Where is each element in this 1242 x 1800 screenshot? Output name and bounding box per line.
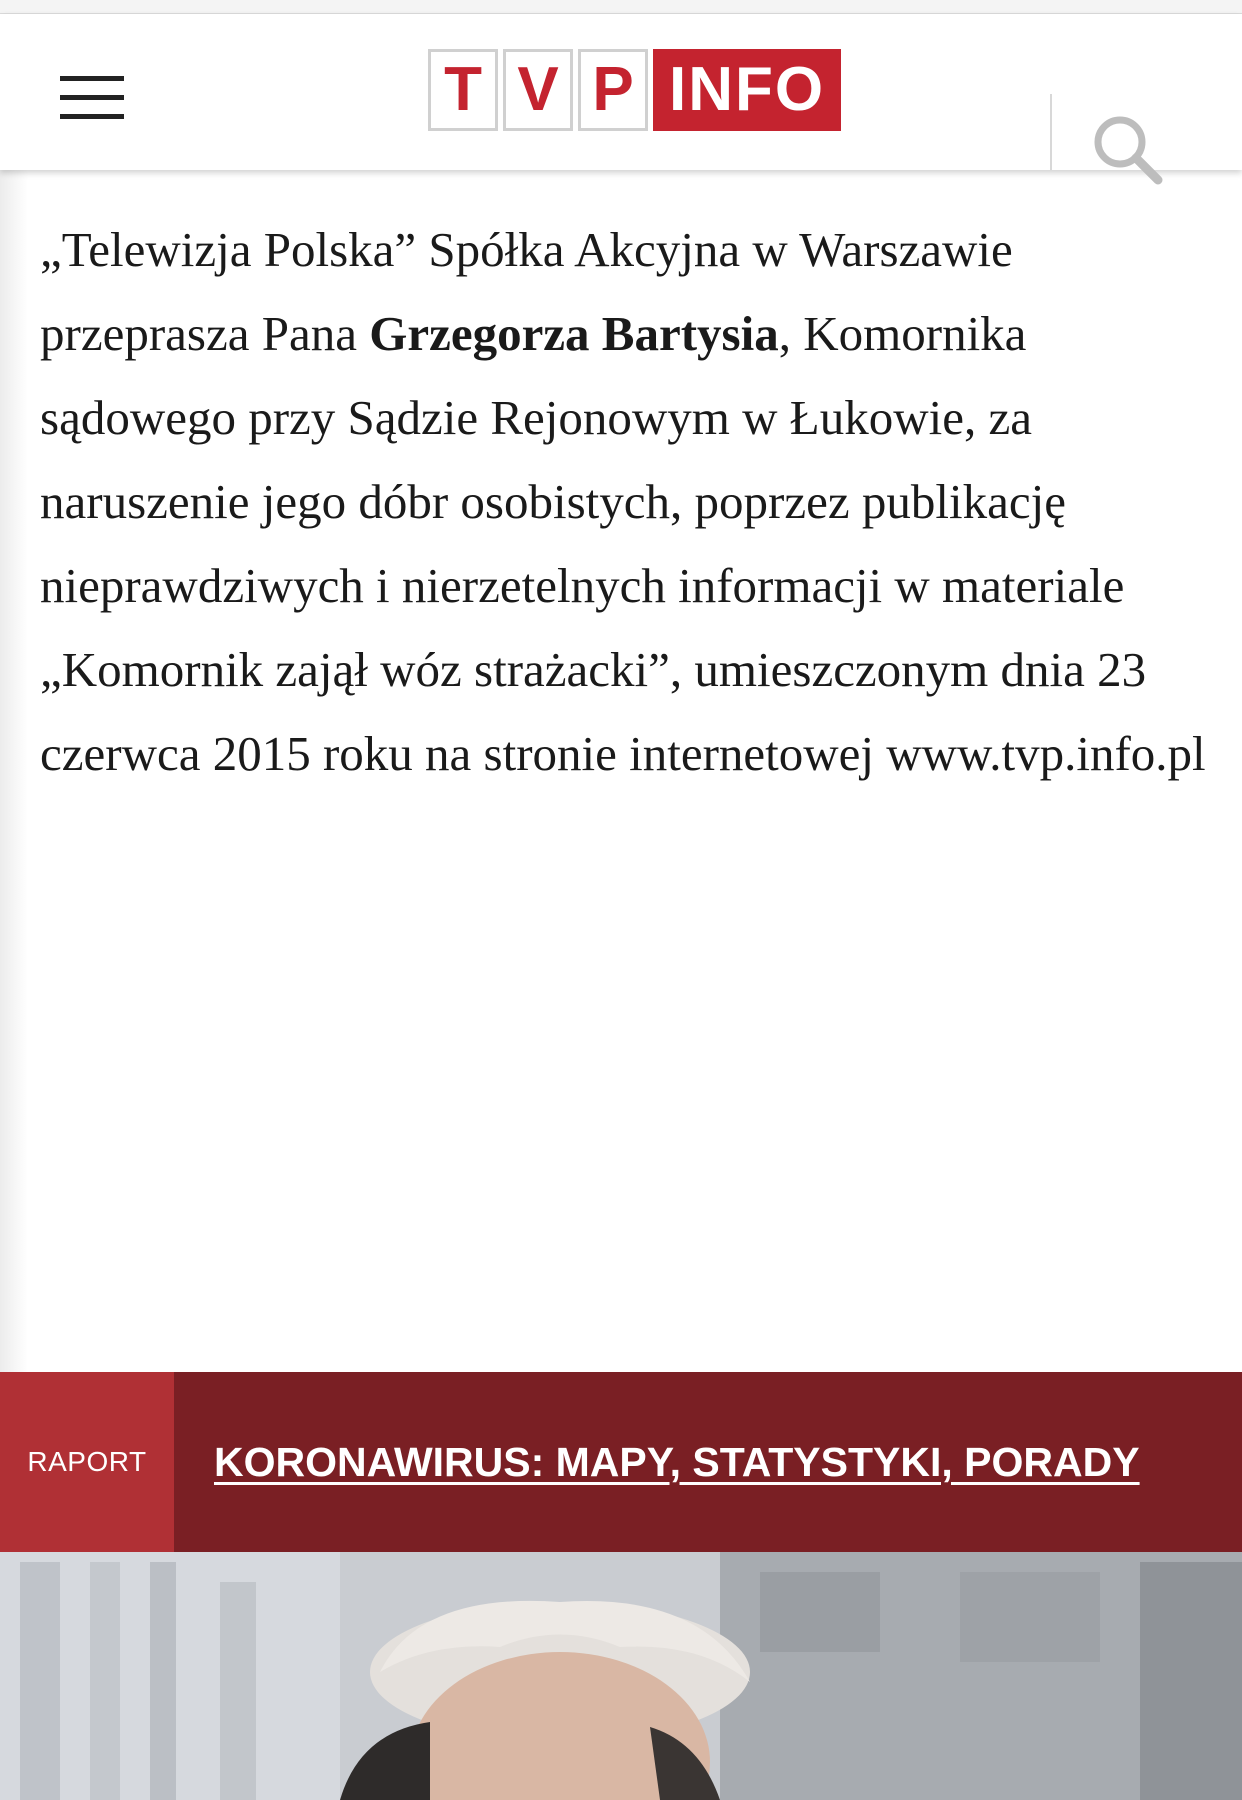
photo-illustration	[0, 1552, 1242, 1800]
statement-text-part1: „Telewizja Polska” Spółka Akcyjna w Warszawie przeprasza Pana	[40, 222, 1013, 361]
logo-letter-p: P	[578, 49, 648, 131]
search-icon[interactable]	[1090, 112, 1166, 188]
site-header	[0, 14, 1242, 170]
logo-letter-v: V	[503, 49, 573, 131]
logo-info: INFO	[653, 49, 841, 131]
apology-statement	[40, 208, 1220, 796]
report-banner	[0, 1372, 1242, 1552]
statement-text-part2: , Komornika sądowego przy Sądzie Rejonowym w Łukowie, za naruszenie jego dóbr osobistych, poprzez publikację nieprawdziwych i nierzetelnych informacji w materiale „Komornik zajął wóz strażacki”, umieszczonym dnia 23 czerwca 2015 roku na stronie internetowej www.tvp.info.pl	[40, 306, 1206, 781]
report-label: RAPORT	[0, 1372, 174, 1552]
article-photo[interactable]	[0, 1552, 1242, 1800]
header-divider	[1050, 94, 1052, 170]
hamburger-menu-icon[interactable]	[54, 76, 130, 120]
report-link[interactable]: KORONAWIRUS: MAPY, STATYSTYKI, PORADY	[214, 1438, 1140, 1485]
logo-letter-t: T	[428, 49, 498, 131]
tvp-info-logo[interactable]	[428, 49, 841, 133]
status-strip	[0, 0, 1242, 14]
content-edge-shade	[0, 170, 28, 1372]
statement-person-name: Grzegorza Bartysia	[369, 306, 779, 361]
